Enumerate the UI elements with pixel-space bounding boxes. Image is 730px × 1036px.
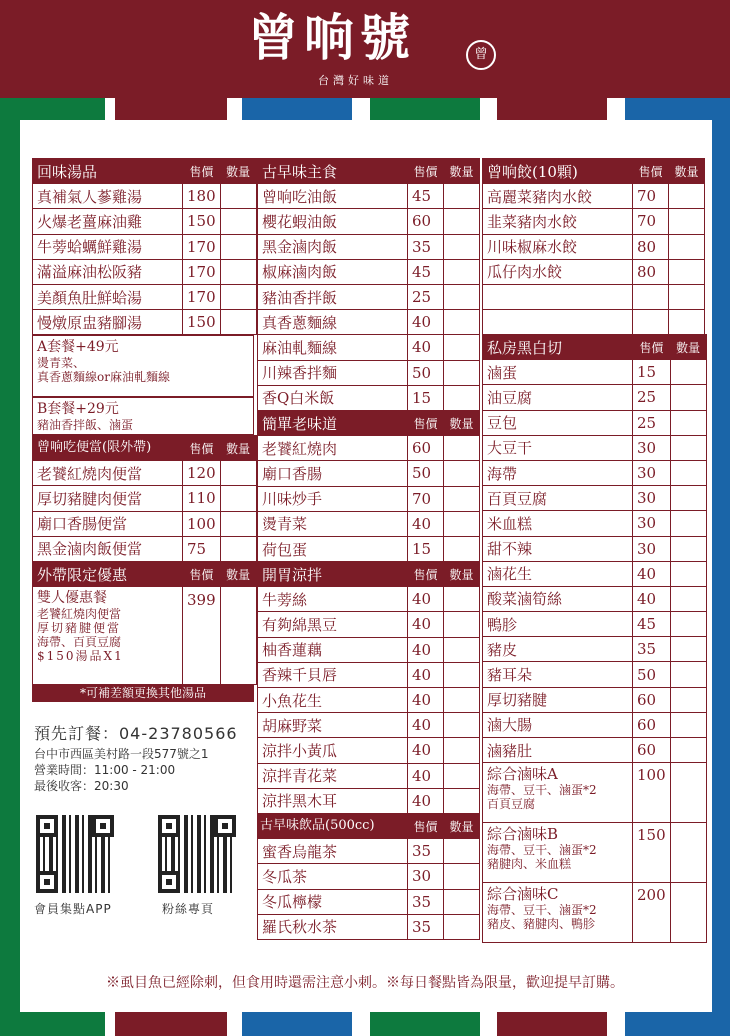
table-row: 豬耳朵 50 xyxy=(483,662,707,687)
table-row: 荷包蛋 15 xyxy=(258,536,480,561)
table-row: 百頁豆腐 30 xyxy=(483,486,707,511)
right-side-stripe xyxy=(712,120,730,1012)
drinks-header: 古早味飲品(500cc) xyxy=(258,814,408,839)
table-row: 牛蒡蛤蠣鮮雞湯 170 xyxy=(33,234,257,259)
footer-notice: ※虱目魚已經除刺，但食用時還需注意小刺。※每日餐點皆為限量，歡迎提早訂購。 xyxy=(106,975,624,991)
table-row: 羅氏秋水茶 35 xyxy=(258,914,480,939)
table-row: 牛蒡絲 40 xyxy=(258,587,480,612)
order-phone: 預先訂餐：04-23780566 xyxy=(34,724,238,743)
table-row: 真補氣人蔘雞湯 180 xyxy=(33,184,257,209)
table-row: 鴨胗 45 xyxy=(483,612,707,637)
table-row: 滷花生 40 xyxy=(483,561,707,586)
table-row: 豬皮 35 xyxy=(483,637,707,662)
combo-b-row: 綜合滷味B 海帶、豆干、滷蛋*2 豬腱肉、米血糕 150 xyxy=(483,823,707,883)
brand-seal: 曾 xyxy=(466,40,496,70)
table-row: 滿溢麻油松阪豬 170 xyxy=(33,259,257,284)
table-row: 瓜仔肉水餃 80 xyxy=(483,259,705,284)
table-row: 涼拌黑木耳 40 xyxy=(258,788,480,813)
qr-app-caption: 會員集點APP xyxy=(34,902,112,916)
braised-table: 私房黑白切 售價 數量 滷蛋 15 油豆腐 25 豆包 25 大豆干 30 海帶 30 百頁豆腐 30 米血糕 30 甜不辣 30 滷花生 40 酸菜滷筍絲 40 鴨胗 45 豬皮 35 豬耳朵 50 厚切豬腱 60 滷大腸 60 滷豬肚 60 綜合滷味A 海帶、豆干、滷蛋*2 百頁豆腐 100 綜合滷味B 海帶、豆干、滷蛋*2 豬腱肉、米血糕 150 綜合滷味C 海帶、豆干、滷蛋*2 豬皮、豬腱肉、鴨胗 200 xyxy=(482,334,707,943)
rice-header: 古早味主食 xyxy=(258,159,408,184)
table-row: 涼拌青花菜 40 xyxy=(258,763,480,788)
table-row: 香Q白米飯 15 xyxy=(258,385,480,410)
table-row: 椒麻滷肉飯 45 xyxy=(258,259,480,284)
table-row: 廟口香腸 50 xyxy=(258,461,480,486)
braised-header: 私房黑白切 xyxy=(483,335,633,360)
table-row: 川味炒手 70 xyxy=(258,486,480,511)
table-row: 川味椒麻水餃 80 xyxy=(483,234,705,259)
brand-tagline: 台灣好味道 xyxy=(318,74,393,87)
table-row: 涼拌小黃瓜 40 xyxy=(258,738,480,763)
qr-code-app[interactable] xyxy=(36,815,114,893)
table-row: 大豆干 30 xyxy=(483,435,707,460)
table-row: 老饕紅燒肉 60 xyxy=(258,436,480,461)
table-row xyxy=(483,284,705,309)
takeout-header: 外帶限定優惠 xyxy=(33,562,183,587)
table-row: 米血糕 30 xyxy=(483,511,707,536)
table-row: 柚香蓮藕 40 xyxy=(258,637,480,662)
set-a-box: A套餐+49元 燙青菜、 真香蔥麵線or麻油軋麵線 xyxy=(32,335,254,397)
table-row: 酸菜滷筍絲 40 xyxy=(483,586,707,611)
header-banner xyxy=(0,0,730,98)
cold-table: 開胃涼拌 售價 數量 牛蒡絲 40 有夠綿黑豆 40 柚香蓮藕 40 香辣千貝唇 40 小魚花生 40 胡麻野菜 40 涼拌小黃瓜 40 涼拌青花菜 40 涼拌黑木耳 40 xyxy=(257,561,480,814)
top-color-band xyxy=(0,98,730,120)
order-address: 台中市西區美村路一段577號之1 xyxy=(34,747,209,761)
table-row: 滷蛋 15 xyxy=(483,360,707,385)
table-row: 香辣千貝唇 40 xyxy=(258,662,480,687)
takeout-note: *可補差額更換其他湯品 xyxy=(32,684,254,702)
brand-logo: 曾响號 xyxy=(248,8,416,67)
order-last-call: 最後收客：20:30 xyxy=(34,779,129,793)
soup-header: 回味湯品 xyxy=(33,159,183,184)
table-row: 燙青菜 40 xyxy=(258,511,480,536)
combo-a-row: 綜合滷味A 海帶、豆干、滷蛋*2 百頁豆腐 100 xyxy=(483,763,707,823)
table-row: 高麗菜豬肉水餃 70 xyxy=(483,184,705,209)
table-row: 蜜香烏龍茶 35 xyxy=(258,839,480,864)
rice-table: 古早味主食 售價 數量 曾响吃油飯 45 櫻花蝦油飯 60 黑金滷肉飯 35 椒麻滷肉飯 45 豬油香拌飯 25 真香蔥麵線 40 麻油軋麵線 40 川辣香拌麵 50 香Q白米飯 15 xyxy=(257,158,480,411)
order-hours: 營業時間：11:00 - 21:00 xyxy=(34,763,176,777)
table-row: 厚切豬腱 60 xyxy=(483,687,707,712)
table-row: 滷大腸 60 xyxy=(483,712,707,737)
table-row: 冬瓜檸檬 35 xyxy=(258,889,480,914)
table-row: 美顏魚肚鮮蛤湯 170 xyxy=(33,284,257,309)
dumpling-table: 曾响餃(10顆) 售價 數量 高麗菜豬肉水餃 70 韭菜豬肉水餃 70 川味椒麻水餃 80 瓜仔肉水餃 80 xyxy=(482,158,705,335)
table-row: 冬瓜茶 30 xyxy=(258,864,480,889)
cold-header: 開胃涼拌 xyxy=(258,562,408,587)
table-row xyxy=(483,310,705,335)
table-row: 厚切豬腱肉便當 110 xyxy=(33,486,257,511)
table-row: 小魚花生 40 xyxy=(258,687,480,712)
bento-table: 曾响吃便當(限外帶) 售價 數量 老饕紅燒肉便當 120 厚切豬腱肉便當 110 廟口香腸便當 100 黑金滷肉飯便當 75 xyxy=(32,435,257,562)
table-row: 廟口香腸便當 100 xyxy=(33,511,257,536)
table-row: 真香蔥麵線 40 xyxy=(258,310,480,335)
set-b-box: B套餐+29元 豬油香拌飯、滷蛋 xyxy=(32,397,254,435)
table-row: 麻油軋麵線 40 xyxy=(258,335,480,360)
soup-table: 回味湯品 售價 數量 真補氣人蔘雞湯 180 火爆老薑麻油雞 150 牛蒡蛤蠣鮮雞湯 170 滿溢麻油松阪豬 170 美顏魚肚鮮蛤湯 170 慢燉原盅豬腳湯 150 xyxy=(32,158,257,335)
table-row: 川辣香拌麵 50 xyxy=(258,360,480,385)
takeout-combo: 雙人優惠餐 老饕紅燒肉便當 厚切豬腱便當 海帶、百頁豆腐 $150湯品X1 399 xyxy=(33,587,257,685)
table-row: 曾响吃油飯 45 xyxy=(258,184,480,209)
table-row: 甜不辣 30 xyxy=(483,536,707,561)
set-b-title: B套餐+29元 xyxy=(37,401,119,417)
order-info xyxy=(34,722,238,794)
table-row: 豆包 25 xyxy=(483,410,707,435)
table-row: 海帶 30 xyxy=(483,460,707,485)
simple-table: 簡單老味道 售價 數量 老饕紅燒肉 60 廟口香腸 50 川味炒手 70 燙青菜 40 荷包蛋 15 xyxy=(257,410,480,562)
table-row: 黑金滷肉飯 35 xyxy=(258,234,480,259)
dumpling-header: 曾响餃(10顆) xyxy=(483,159,633,184)
drinks-table: 古早味飲品(500cc) 售價 數量 蜜香烏龍茶 35 冬瓜茶 30 冬瓜檸檬 35 羅氏秋水茶 35 xyxy=(257,813,480,940)
left-side-stripe xyxy=(0,120,20,1012)
qr-fans-caption: 粉絲專頁 xyxy=(162,902,215,916)
table-row: 胡麻野菜 40 xyxy=(258,713,480,738)
bottom-color-band xyxy=(0,1012,730,1036)
table-row: 火爆老薑麻油雞 150 xyxy=(33,209,257,234)
table-row: 韭菜豬肉水餃 70 xyxy=(483,209,705,234)
table-row: 滷豬肚 60 xyxy=(483,738,707,763)
table-row: 有夠綿黑豆 40 xyxy=(258,612,480,637)
table-row: 油豆腐 25 xyxy=(483,385,707,410)
bento-header: 曾响吃便當(限外帶) xyxy=(33,436,183,461)
set-a-title: A套餐+49元 xyxy=(37,339,119,355)
table-row: 黑金滷肉飯便當 75 xyxy=(33,536,257,561)
table-row: 慢燉原盅豬腳湯 150 xyxy=(33,310,257,335)
qr-code-fanpage[interactable] xyxy=(158,815,236,893)
simple-header: 簡單老味道 xyxy=(258,411,408,436)
takeout-table: 外帶限定優惠 售價 數量 雙人優惠餐 老饕紅燒肉便當 厚切豬腱便當 海帶、百頁豆腐 $150湯品X1 399 xyxy=(32,561,257,685)
table-row: 老饕紅燒肉便當 120 xyxy=(33,461,257,486)
table-row: 豬油香拌飯 25 xyxy=(258,284,480,309)
table-row: 櫻花蝦油飯 60 xyxy=(258,209,480,234)
combo-c-row: 綜合滷味C 海帶、豆干、滷蛋*2 豬皮、豬腱肉、鴨胗 200 xyxy=(483,883,707,943)
